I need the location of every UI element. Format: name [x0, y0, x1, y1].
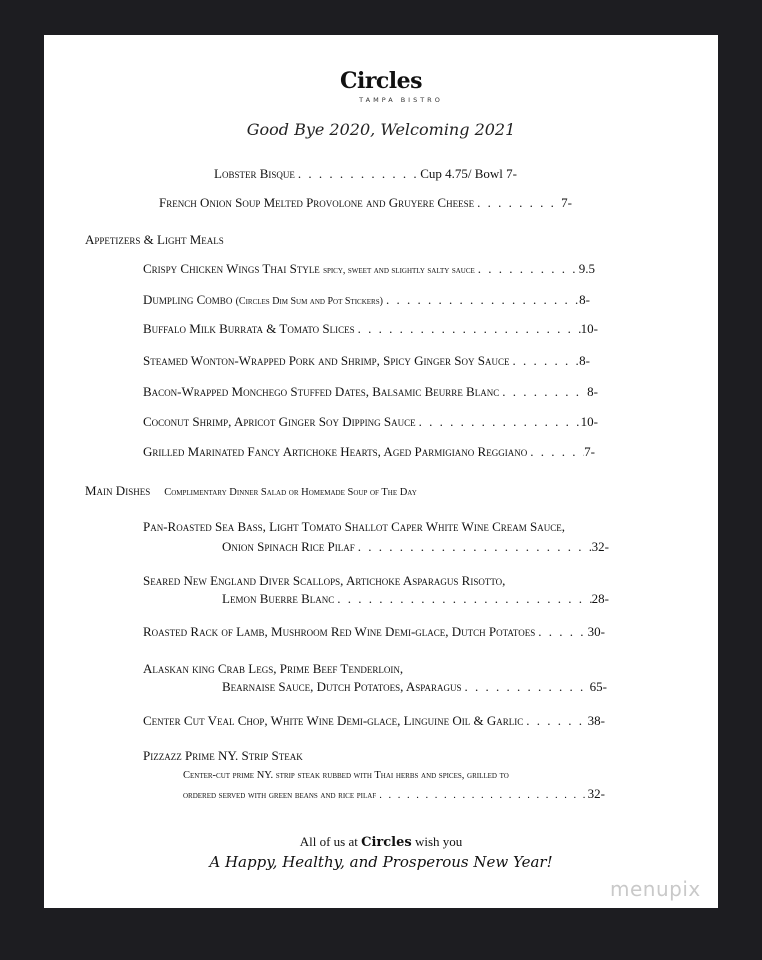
- menu-item: Bacon-Wrapped Monchego Stuffed Dates, Balsamic Beurre Blanc . . . 8-: [143, 384, 598, 400]
- menu-subtitle: Good Bye 2020, Welcoming 2021: [246, 120, 516, 139]
- menu-item: Crispy Chicken Wings Thai Style spicy, sweet and slightly salty sauce . . . 9.5: [143, 261, 595, 279]
- menu-item-line: Pan-Roasted Sea Bass, Light Tomato Shallot Caper White Wine Cream Sauce,: [143, 519, 565, 534]
- section-heading: Appetizers & Light Meals: [85, 232, 224, 247]
- menu-item-line: Alaskan king Crab Legs, Prime Beef Tenderloin,: [143, 661, 404, 676]
- menu-item: Buffalo Milk Burrata & Tomato Slices . . . 10-: [143, 321, 598, 337]
- menu-item-line: Seared New England Diver Scallops, Artichoke Asparagus Risotto,: [143, 573, 506, 588]
- menu-item: Coconut Shrimp, Apricot Ginger Soy Dipping Sauce . . . 10-: [143, 414, 598, 430]
- menu-item-description: Center-cut prime NY. strip steak rubbed with Thai herbs and spices, grilled to: [183, 770, 509, 781]
- menu-item: French Onion Soup Melted Provolone and Gruyere Cheese . . . 7-: [159, 195, 572, 211]
- menu-item: Onion Spinach Rice Pilaf . . . 32-: [222, 539, 609, 555]
- menu-item: ordered served with green beans and rice pilaf . . . 32-: [183, 786, 605, 804]
- section-note: Complimentary Dinner Salad or Homemade Soup of The Day: [164, 487, 417, 498]
- menu-item: Bearnaise Sauce, Dutch Potatoes, Asparagus . . . 65-: [222, 679, 607, 695]
- menu-item: Dumpling Combo (Circles Dim Sum and Pot Stickers) . . . 8-: [143, 292, 590, 310]
- section-heading: Main Dishes Complimentary Dinner Salad or Homemade Soup of The Day: [85, 483, 417, 498]
- menu-item: Lemon Buerre Blanc . . . 28-: [222, 591, 609, 607]
- logo-subtitle: TAMPA BISTRO: [359, 96, 443, 104]
- menu-item: Grilled Marinated Fancy Artichoke Hearts, Aged Parmigiano Reggiano . . . 7-: [143, 444, 595, 460]
- menu-item-line: Pizzazz Prime NY. Strip Steak: [143, 748, 303, 763]
- footer-greeting: All of us at Circles wish you: [299, 834, 463, 850]
- footer-wish: A Happy, Healthy, and Prosperous New Year!: [209, 853, 553, 871]
- menu-item: Lobster Bisque . . . Cup 4.75/ Bowl 7-: [214, 166, 517, 182]
- menu-item: Steamed Wonton-Wrapped Pork and Shrimp, Spicy Ginger Soy Sauce . . . 8-: [143, 353, 590, 369]
- menu-item: Roasted Rack of Lamb, Mushroom Red Wine Demi-glace, Dutch Potatoes . . . 30-: [143, 624, 605, 640]
- watermark: menupix: [610, 877, 701, 901]
- menu-item: Center Cut Veal Chop, White Wine Demi-glace, Linguine Oil & Garlic . . . 38-: [143, 713, 605, 729]
- logo: Circles: [339, 68, 423, 94]
